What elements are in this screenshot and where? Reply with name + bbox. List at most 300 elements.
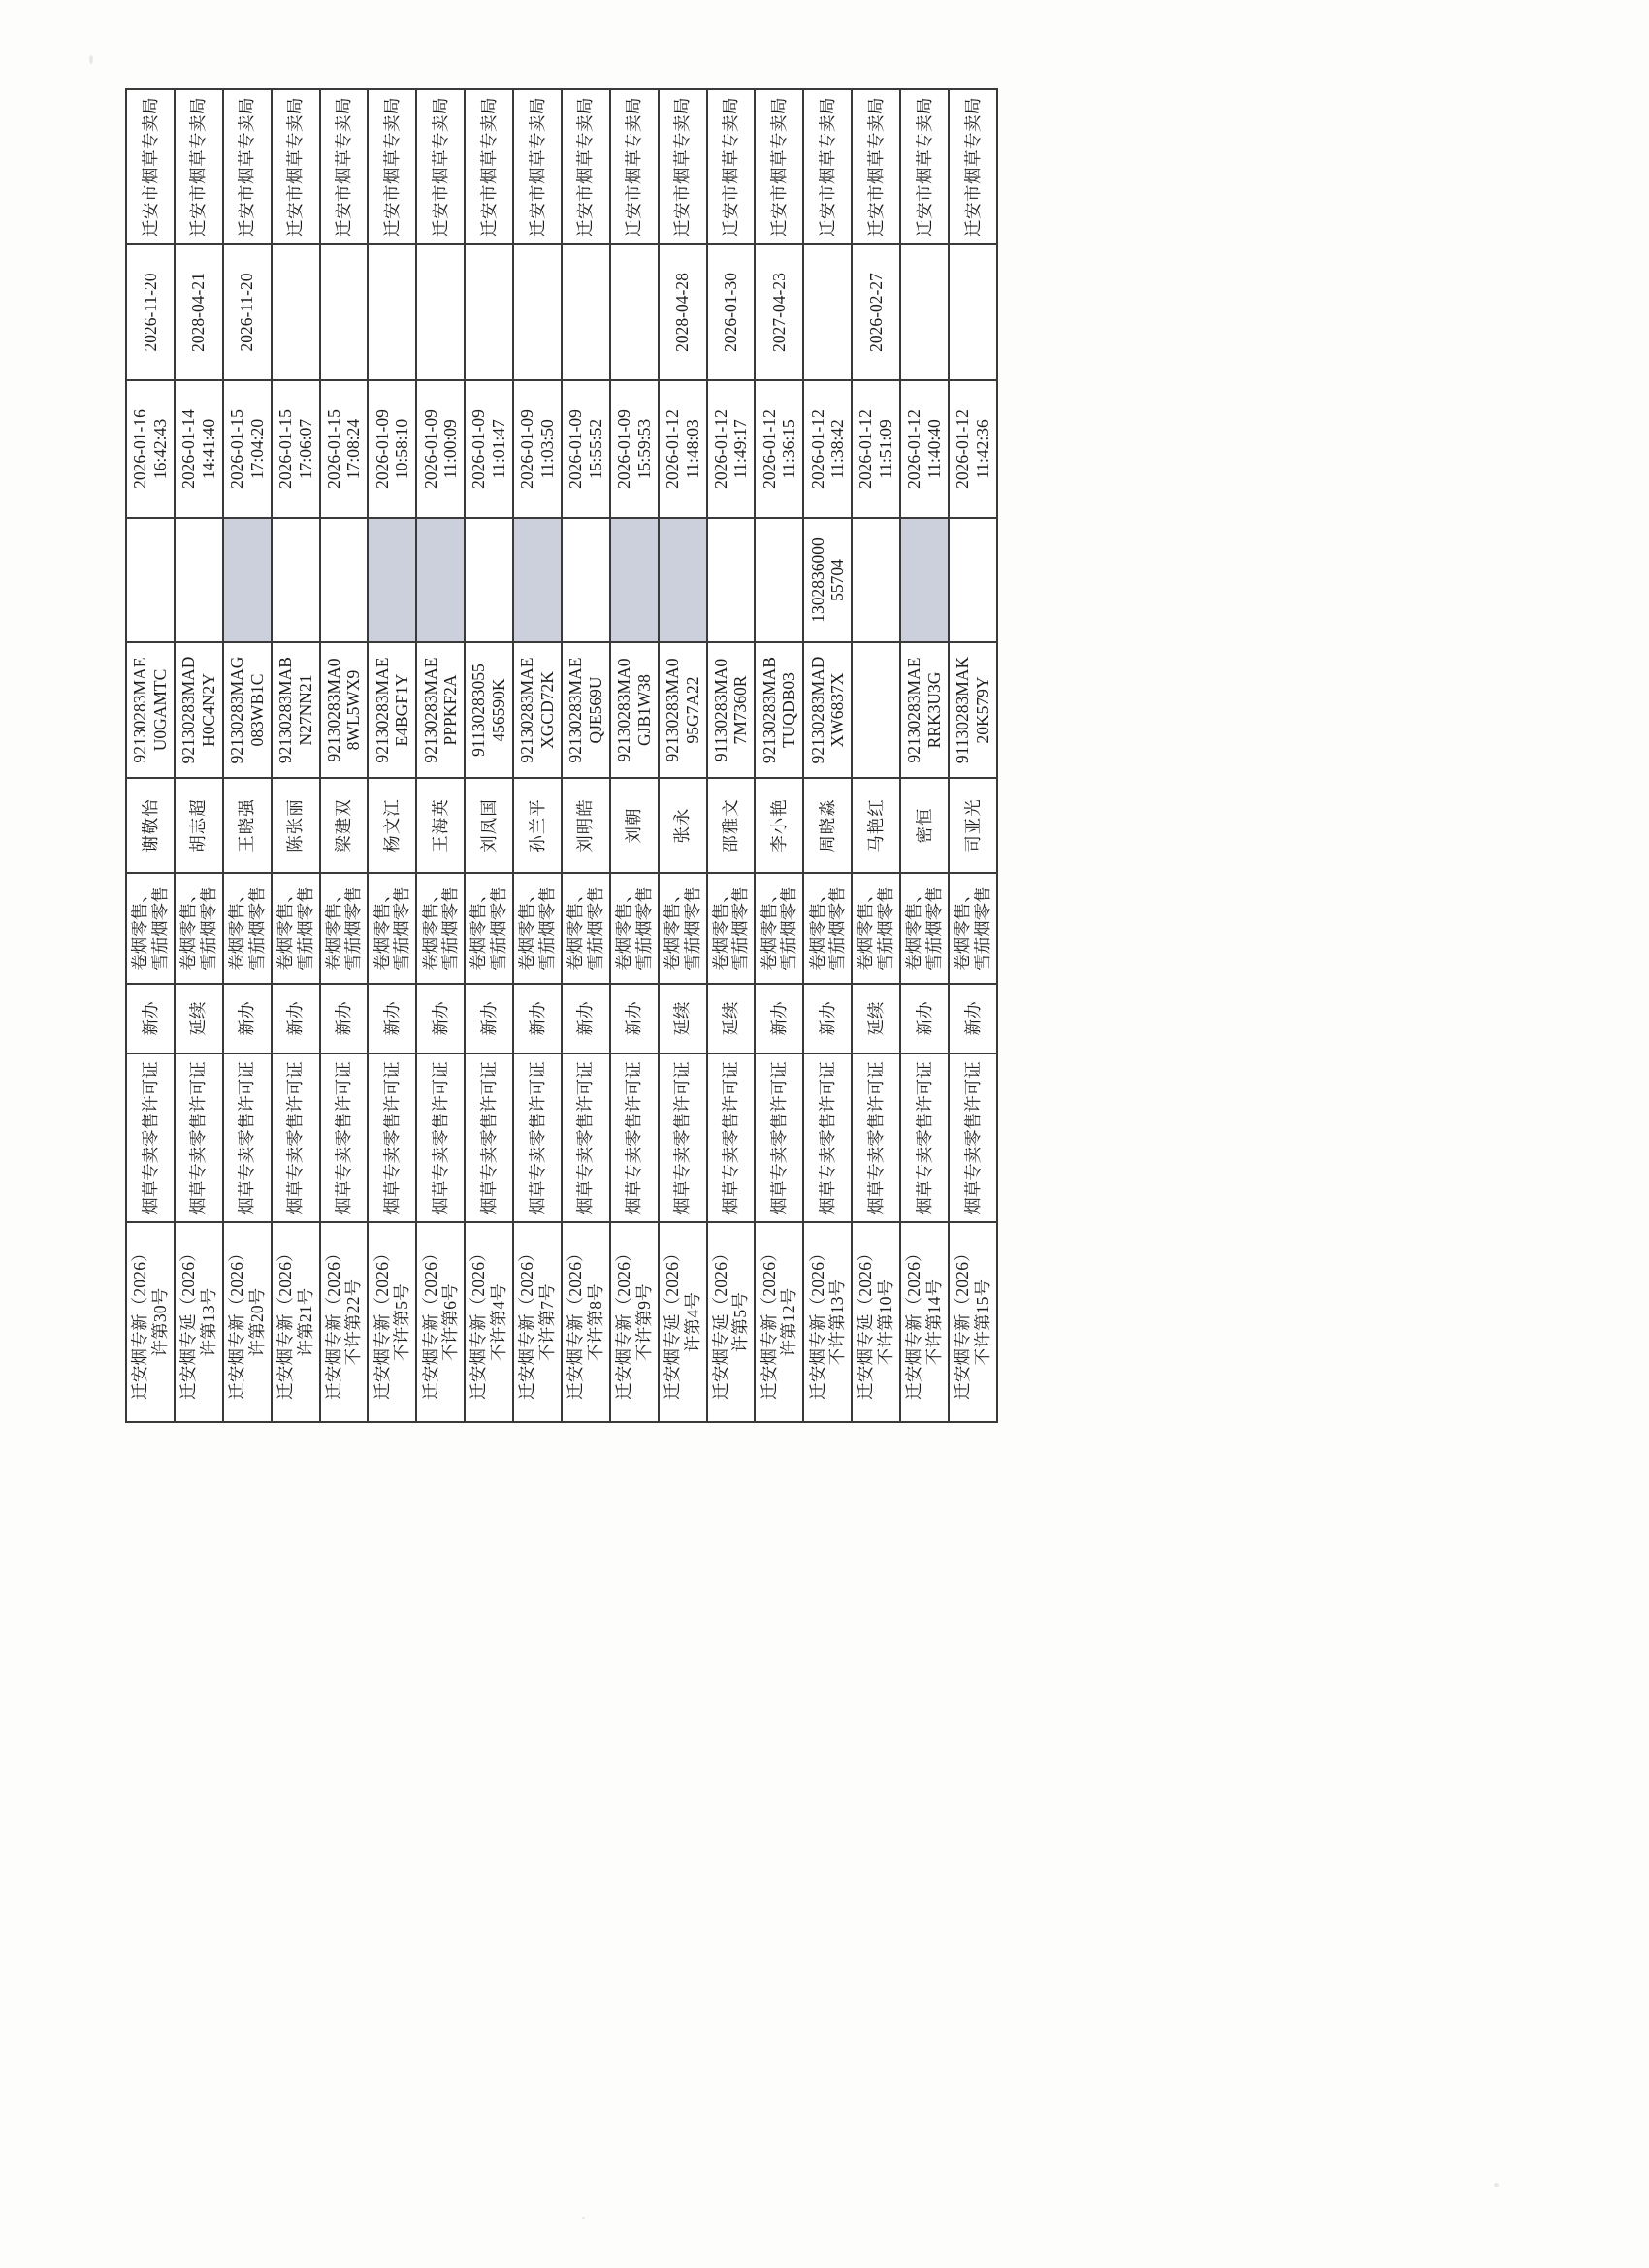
item-name-cell-text [575, 1058, 596, 1217]
doc-no-cell-line: 不许第22号 [343, 1279, 364, 1366]
issuing-org-cell [272, 89, 320, 244]
license-no-cell-line: 91130283MA0 [710, 658, 730, 762]
issuing-org-cell-line: 迁安市烟草专卖局 [478, 97, 499, 237]
license-type-cell [610, 984, 659, 1053]
valid-until-cell-text [769, 249, 790, 375]
license-no-cell-line: 20K579Y [972, 676, 992, 744]
valid-until-cell-line: 2028-04-21 [188, 273, 209, 352]
phone-cell [949, 518, 997, 642]
licensee-name-cell-text [575, 783, 596, 868]
decision-time-cell [659, 380, 707, 518]
decision-time-cell-text [178, 385, 218, 513]
license-no-cell-text [275, 647, 315, 773]
phone-cell [320, 518, 369, 642]
decision-time-cell-line: 2026-01-12 [807, 409, 827, 489]
valid-until-cell [949, 244, 997, 380]
decision-time-cell-line: 2026-01-12 [710, 409, 730, 489]
item-name-cell-text [528, 1058, 548, 1217]
decision-time-cell-line: 2026-01-09 [420, 409, 440, 489]
phone-cell [900, 518, 949, 642]
issuing-org-cell-line: 迁安市烟草专卖局 [430, 97, 450, 237]
phone-cell-text [808, 523, 848, 637]
valid-until-cell [562, 244, 610, 380]
license-no-cell-line: 92130283MAE [517, 657, 537, 763]
license-type-cell-line: 新办 [914, 1001, 934, 1036]
issuing-org-cell-text [963, 94, 984, 240]
licensee-name-cell-line: 孙兰平 [527, 798, 547, 853]
scope-cell-text [566, 878, 605, 979]
valid-until-cell [175, 244, 223, 380]
doc-no-cell-line: 不许第7号 [536, 1283, 557, 1361]
license-type-cell-line: 新办 [430, 1001, 450, 1036]
decision-time-cell [900, 380, 949, 518]
item-name-cell [562, 1053, 610, 1222]
issuing-org-cell [126, 89, 175, 244]
valid-until-cell-text [721, 249, 741, 375]
issuing-org-cell-line: 迁安市烟草专卖局 [334, 97, 354, 237]
license-type-cell-line: 新办 [817, 1001, 837, 1036]
scope-cell-text [711, 878, 751, 979]
issuing-org-cell-text [479, 94, 500, 240]
scope-cell [272, 873, 320, 984]
doc-no-cell-line: 迁安烟专新（2026） [420, 1245, 440, 1400]
licensee-name-cell-line: 李小艳 [768, 798, 789, 853]
issuing-org-cell [223, 89, 272, 244]
item-name-cell [949, 1053, 997, 1222]
item-name-cell-line: 烟草专卖零售许可证 [914, 1061, 934, 1215]
decision-time-cell-line: 11:48:03 [682, 419, 702, 479]
licensee-name-cell [513, 778, 562, 873]
phone-cell [416, 518, 465, 642]
issuing-org-cell-line: 迁安市烟草专卖局 [817, 97, 837, 237]
table-row [175, 89, 223, 1422]
doc-no-cell [610, 1222, 659, 1422]
license-no-cell [320, 642, 369, 778]
license-type-cell-text [141, 988, 161, 1049]
license-type-cell [416, 984, 465, 1053]
decision-time-cell [465, 380, 513, 518]
license-no-cell-line: GJB1W38 [633, 674, 654, 746]
doc-no-cell [562, 1222, 610, 1422]
license-no-cell-text [711, 647, 751, 773]
decision-time-cell-text [808, 385, 848, 513]
doc-no-cell-line: 不许第5号 [392, 1283, 412, 1361]
decision-time-cell [175, 380, 223, 518]
decision-time-cell [223, 380, 272, 518]
scope-cell-text [324, 878, 364, 979]
scope-cell-line: 雪茄烟零售 [633, 886, 654, 971]
license-type-cell-line: 新办 [962, 1001, 983, 1036]
decision-time-cell [513, 380, 562, 518]
doc-no-cell-text [808, 1227, 848, 1417]
scope-cell-text [469, 878, 508, 979]
issuing-org-cell-text [866, 94, 887, 240]
valid-until-cell-line: 2026-11-20 [140, 273, 160, 352]
license-type-cell [223, 984, 272, 1053]
issuing-org-cell-text [575, 94, 596, 240]
licensee-name-cell [659, 778, 707, 873]
item-name-cell-text [866, 1058, 887, 1217]
license-no-cell [223, 642, 272, 778]
doc-no-cell-line: 不许第8号 [585, 1283, 605, 1361]
issuing-org-cell-line: 迁安市烟草专卖局 [381, 97, 402, 237]
doc-no-cell-text [421, 1227, 461, 1417]
license-type-cell-text [528, 988, 548, 1049]
scope-cell [755, 873, 803, 984]
license-no-cell-line: QJE569U [585, 676, 605, 744]
license-type-cell-line: 新办 [237, 1001, 257, 1036]
doc-no-cell [368, 1222, 416, 1422]
table-row [707, 89, 756, 1422]
scope-cell [320, 873, 369, 984]
license-type-cell-line: 延续 [188, 1001, 209, 1036]
decision-time-cell [949, 380, 997, 518]
issuing-org-cell-line: 迁安市烟草专卖局 [140, 97, 160, 237]
valid-until-cell [803, 244, 852, 380]
valid-until-cell-line: 2026-11-20 [237, 273, 257, 352]
item-name-cell-line: 烟草专卖零售许可证 [237, 1061, 257, 1215]
license-no-cell-text [904, 647, 944, 773]
doc-no-cell [272, 1222, 320, 1422]
valid-until-cell [465, 244, 513, 380]
valid-until-cell [513, 244, 562, 380]
doc-no-cell-line: 不许第13号 [827, 1279, 848, 1366]
doc-no-cell-line: 不许第4号 [489, 1283, 509, 1361]
decision-time-cell-text [227, 385, 267, 513]
license-type-cell [900, 984, 949, 1053]
doc-no-cell-line: 迁安烟专新（2026） [227, 1245, 247, 1400]
license-no-cell-line: 92130283MAE [420, 657, 440, 763]
scope-cell-line: 雪茄烟零售 [827, 886, 848, 971]
doc-no-cell-line: 迁安烟专新（2026） [904, 1245, 924, 1400]
doc-no-cell-line: 迁安烟专新（2026） [807, 1245, 827, 1400]
issuing-org-cell [707, 89, 756, 244]
doc-no-cell-text [760, 1227, 799, 1417]
license-no-cell-line: 91130283055 [469, 664, 489, 757]
license-type-cell-line: 延续 [721, 1001, 741, 1036]
license-type-cell-text [818, 988, 838, 1049]
license-no-cell-line: 92130283MAB [759, 657, 779, 763]
scope-cell [465, 873, 513, 984]
issuing-org-cell-text [285, 94, 306, 240]
licensee-name-cell [852, 778, 900, 873]
licensee-name-cell [272, 778, 320, 873]
issuing-org-cell-text [915, 94, 935, 240]
licensee-name-cell-text [334, 783, 354, 868]
item-name-cell-text [334, 1058, 354, 1217]
phone-cell [562, 518, 610, 642]
license-type-cell-text [866, 988, 887, 1049]
phone-cell [513, 518, 562, 642]
doc-no-cell-line: 许第30号 [149, 1287, 170, 1357]
item-name-cell-line: 烟草专卖零售许可证 [624, 1061, 644, 1215]
doc-no-cell [416, 1222, 465, 1422]
license-no-cell [949, 642, 997, 778]
valid-until-cell [126, 244, 175, 380]
scope-cell [126, 873, 175, 984]
scope-cell-text [760, 878, 799, 979]
doc-no-cell-line: 迁安烟专新（2026） [517, 1245, 537, 1400]
license-type-cell [803, 984, 852, 1053]
issuing-org-cell-line: 迁安市烟草专卖局 [672, 97, 693, 237]
licensee-name-cell-line: 杨文江 [381, 798, 402, 853]
issuing-org-cell [465, 89, 513, 244]
scope-cell-line: 雪茄烟零售 [536, 886, 557, 971]
doc-no-cell [803, 1222, 852, 1422]
scope-cell-line: 卷烟零售、 [953, 886, 973, 971]
license-type-cell-text [575, 988, 596, 1049]
scope-cell-line: 雪茄烟零售 [149, 886, 170, 971]
valid-until-cell-text [866, 249, 887, 375]
item-name-cell [320, 1053, 369, 1222]
issuing-org-cell-line: 迁安市烟草专卖局 [865, 97, 886, 237]
license-no-cell [803, 642, 852, 778]
decision-time-cell-line: 11:03:50 [536, 419, 557, 479]
item-name-cell [707, 1053, 756, 1222]
decision-time-cell-line: 11:36:15 [779, 419, 799, 479]
item-name-cell-line: 烟草专卖零售许可证 [865, 1061, 886, 1215]
decision-time-cell [610, 380, 659, 518]
licensee-name-cell-text [672, 783, 693, 868]
scope-cell-line: 雪茄烟零售 [730, 886, 751, 971]
license-type-cell-line: 新办 [527, 1001, 547, 1036]
decision-time-cell-line: 14:41:40 [198, 418, 218, 480]
issuing-org-cell-text [721, 94, 741, 240]
doc-no-cell-line: 不许第6号 [440, 1283, 461, 1361]
doc-no-cell [852, 1222, 900, 1422]
issuing-org-cell-text [141, 94, 161, 240]
doc-no-cell-line: 许第12号 [779, 1287, 799, 1357]
doc-no-cell-line: 迁安烟专延（2026） [178, 1245, 199, 1400]
scope-cell-line: 卷烟零售、 [759, 886, 779, 971]
license-no-cell-line: N27NN21 [295, 674, 315, 746]
doc-no-cell-text [856, 1227, 895, 1417]
doc-no-cell [320, 1222, 369, 1422]
item-name-cell [803, 1053, 852, 1222]
table-row [368, 89, 416, 1422]
item-name-cell [513, 1053, 562, 1222]
license-type-cell-text [237, 988, 257, 1049]
license-no-cell-line: TUQDB03 [779, 672, 799, 748]
issuing-org-cell-line: 迁安市烟草专卖局 [768, 97, 789, 237]
licensee-name-cell-line: 刘明皓 [575, 798, 596, 853]
issuing-org-cell [562, 89, 610, 244]
valid-until-cell-line: 2028-04-28 [672, 273, 693, 352]
doc-no-cell-line: 许第13号 [198, 1287, 218, 1357]
scope-cell-line: 卷烟零售、 [856, 886, 876, 971]
item-name-cell [852, 1053, 900, 1222]
license-type-cell-text [431, 988, 451, 1049]
table-row [803, 89, 852, 1422]
decision-time-cell-line: 2026-01-12 [759, 409, 779, 489]
license-no-cell-line: U0GAMTC [149, 668, 170, 752]
decision-time-cell-line: 2026-01-09 [469, 409, 489, 489]
valid-until-cell [659, 244, 707, 380]
licensee-name-cell-text [915, 783, 935, 868]
license-table [125, 88, 998, 1423]
license-type-cell-text [624, 988, 644, 1049]
licensee-name-cell-line: 梁建双 [334, 798, 354, 853]
license-type-cell-line: 新办 [285, 1001, 306, 1036]
license-type-cell [513, 984, 562, 1053]
doc-no-cell-line: 迁安烟专延（2026） [710, 1245, 730, 1400]
decision-time-cell-line: 11:40:40 [923, 419, 944, 479]
item-name-cell-text [479, 1058, 500, 1217]
doc-no-cell-line: 许第20号 [246, 1287, 267, 1357]
licensee-name-cell-line: 谢敬怡 [140, 798, 160, 853]
item-name-cell-text [285, 1058, 306, 1217]
decision-time-cell [320, 380, 369, 518]
doc-no-cell-line: 迁安烟专延（2026） [856, 1245, 876, 1400]
licensee-name-cell-line: 司亚光 [962, 798, 983, 853]
phone-cell [755, 518, 803, 642]
licensee-name-cell-text [431, 783, 451, 868]
license-no-cell-line: 92130283MAG [227, 656, 247, 764]
valid-until-cell [320, 244, 369, 380]
license-no-cell [852, 642, 900, 778]
issuing-org-cell [659, 89, 707, 244]
table-row [900, 89, 949, 1422]
doc-no-cell [513, 1222, 562, 1422]
doc-no-cell [223, 1222, 272, 1422]
scope-cell [949, 873, 997, 984]
doc-no-cell-text [566, 1227, 605, 1417]
doc-no-cell-text [130, 1227, 170, 1417]
licensee-name-cell-text [141, 783, 161, 868]
license-type-cell-line: 新办 [478, 1001, 499, 1036]
item-name-cell-line: 烟草专卖零售许可证 [962, 1061, 983, 1215]
license-type-cell [320, 984, 369, 1053]
valid-until-cell-line: 2026-01-30 [721, 273, 741, 352]
license-type-cell [949, 984, 997, 1053]
license-type-cell [126, 984, 175, 1053]
scope-cell-line: 雪茄烟零售 [779, 886, 799, 971]
license-no-cell-line: RRK3U3G [923, 671, 944, 749]
decision-time-cell-text [663, 385, 702, 513]
phone-cell [852, 518, 900, 642]
scope-cell-line: 卷烟零售、 [517, 886, 537, 971]
decision-time-cell-text [614, 385, 654, 513]
licensee-name-cell [562, 778, 610, 873]
doc-no-cell [707, 1222, 756, 1422]
item-name-cell-line: 烟草专卖零售许可证 [381, 1061, 402, 1215]
item-name-cell-line: 烟草专卖零售许可证 [672, 1061, 693, 1215]
license-type-cell [272, 984, 320, 1053]
license-type-cell-line: 延续 [672, 1001, 693, 1036]
doc-no-cell-text [711, 1227, 751, 1417]
doc-no-cell-text [953, 1227, 992, 1417]
valid-until-cell [416, 244, 465, 380]
license-no-cell-line: 92130283MA0 [662, 658, 682, 762]
doc-no-cell-line: 迁安烟专新（2026） [566, 1245, 586, 1400]
licensee-name-cell-text [382, 783, 403, 868]
item-name-cell-text [382, 1058, 403, 1217]
license-no-cell-text [130, 647, 170, 773]
item-name-cell [755, 1053, 803, 1222]
decision-time-cell-line: 2026-01-09 [614, 409, 634, 489]
license-no-cell-text [517, 647, 557, 773]
scope-cell-line: 卷烟零售、 [662, 886, 682, 971]
license-no-cell [416, 642, 465, 778]
decision-time-cell-line: 2026-01-14 [178, 409, 199, 489]
license-no-cell-line: 95G7A22 [682, 676, 702, 744]
license-no-cell [175, 642, 223, 778]
license-type-cell-text [188, 988, 209, 1049]
table-row [562, 89, 610, 1422]
decision-time-cell-line: 15:59:53 [633, 418, 654, 480]
decision-time-cell-line: 16:42:43 [149, 418, 170, 480]
valid-until-cell-text [188, 249, 209, 375]
license-type-cell-line: 新办 [575, 1001, 596, 1036]
scope-cell-text [953, 878, 992, 979]
decision-time-cell-text [517, 385, 557, 513]
doc-no-cell [175, 1222, 223, 1422]
decision-time-cell-text [275, 385, 315, 513]
license-no-cell-text [614, 647, 654, 773]
decision-time-cell-line: 2026-01-12 [904, 409, 924, 489]
item-name-cell-text [769, 1058, 790, 1217]
item-name-cell-line: 烟草专卖零售许可证 [478, 1061, 499, 1215]
scan-speckle [582, 2217, 585, 2219]
scope-cell-line: 雪茄烟零售 [295, 886, 315, 971]
scope-cell [368, 873, 416, 984]
doc-no-cell-text [275, 1227, 315, 1417]
license-type-cell [659, 984, 707, 1053]
phone-cell [610, 518, 659, 642]
scope-cell-line: 雪茄烟零售 [392, 886, 412, 971]
license-no-cell-line: XGCD72K [536, 671, 557, 749]
doc-no-cell [949, 1222, 997, 1422]
decision-time-cell-line: 11:38:42 [827, 419, 848, 479]
item-name-cell [659, 1053, 707, 1222]
licensee-name-cell-line: 马艳红 [865, 798, 886, 853]
doc-no-cell-line: 迁安烟专延（2026） [662, 1245, 682, 1400]
scope-cell [416, 873, 465, 984]
valid-until-cell [852, 244, 900, 380]
valid-until-cell-text [237, 249, 257, 375]
scope-cell-line: 卷烟零售、 [469, 886, 489, 971]
scope-cell-text [614, 878, 654, 979]
licensee-name-cell [320, 778, 369, 873]
license-no-cell-text [760, 647, 799, 773]
table-row [755, 89, 803, 1422]
item-name-cell-text [188, 1058, 209, 1217]
item-name-cell-text [141, 1058, 161, 1217]
decision-time-cell-text [372, 385, 412, 513]
scope-cell-text [421, 878, 461, 979]
scan-speckle [1494, 2183, 1499, 2187]
licensee-name-cell-text [963, 783, 984, 868]
license-type-cell-text [479, 988, 500, 1049]
item-name-cell [368, 1053, 416, 1222]
scope-cell [562, 873, 610, 984]
license-no-cell [513, 642, 562, 778]
doc-no-cell-line: 迁安烟专新（2026） [372, 1245, 392, 1400]
table-row [949, 89, 997, 1422]
issuing-org-cell-text [431, 94, 451, 240]
item-name-cell-text [672, 1058, 693, 1217]
decision-time-cell-text [324, 385, 364, 513]
scope-cell-line: 卷烟零售、 [904, 886, 924, 971]
scope-cell-line: 卷烟零售、 [566, 886, 586, 971]
scope-cell-text [808, 878, 848, 979]
scope-cell-text [856, 878, 895, 979]
valid-until-cell [755, 244, 803, 380]
issuing-org-cell-text [672, 94, 693, 240]
item-name-cell [900, 1053, 949, 1222]
issuing-org-cell [755, 89, 803, 244]
licensee-name-cell [368, 778, 416, 873]
